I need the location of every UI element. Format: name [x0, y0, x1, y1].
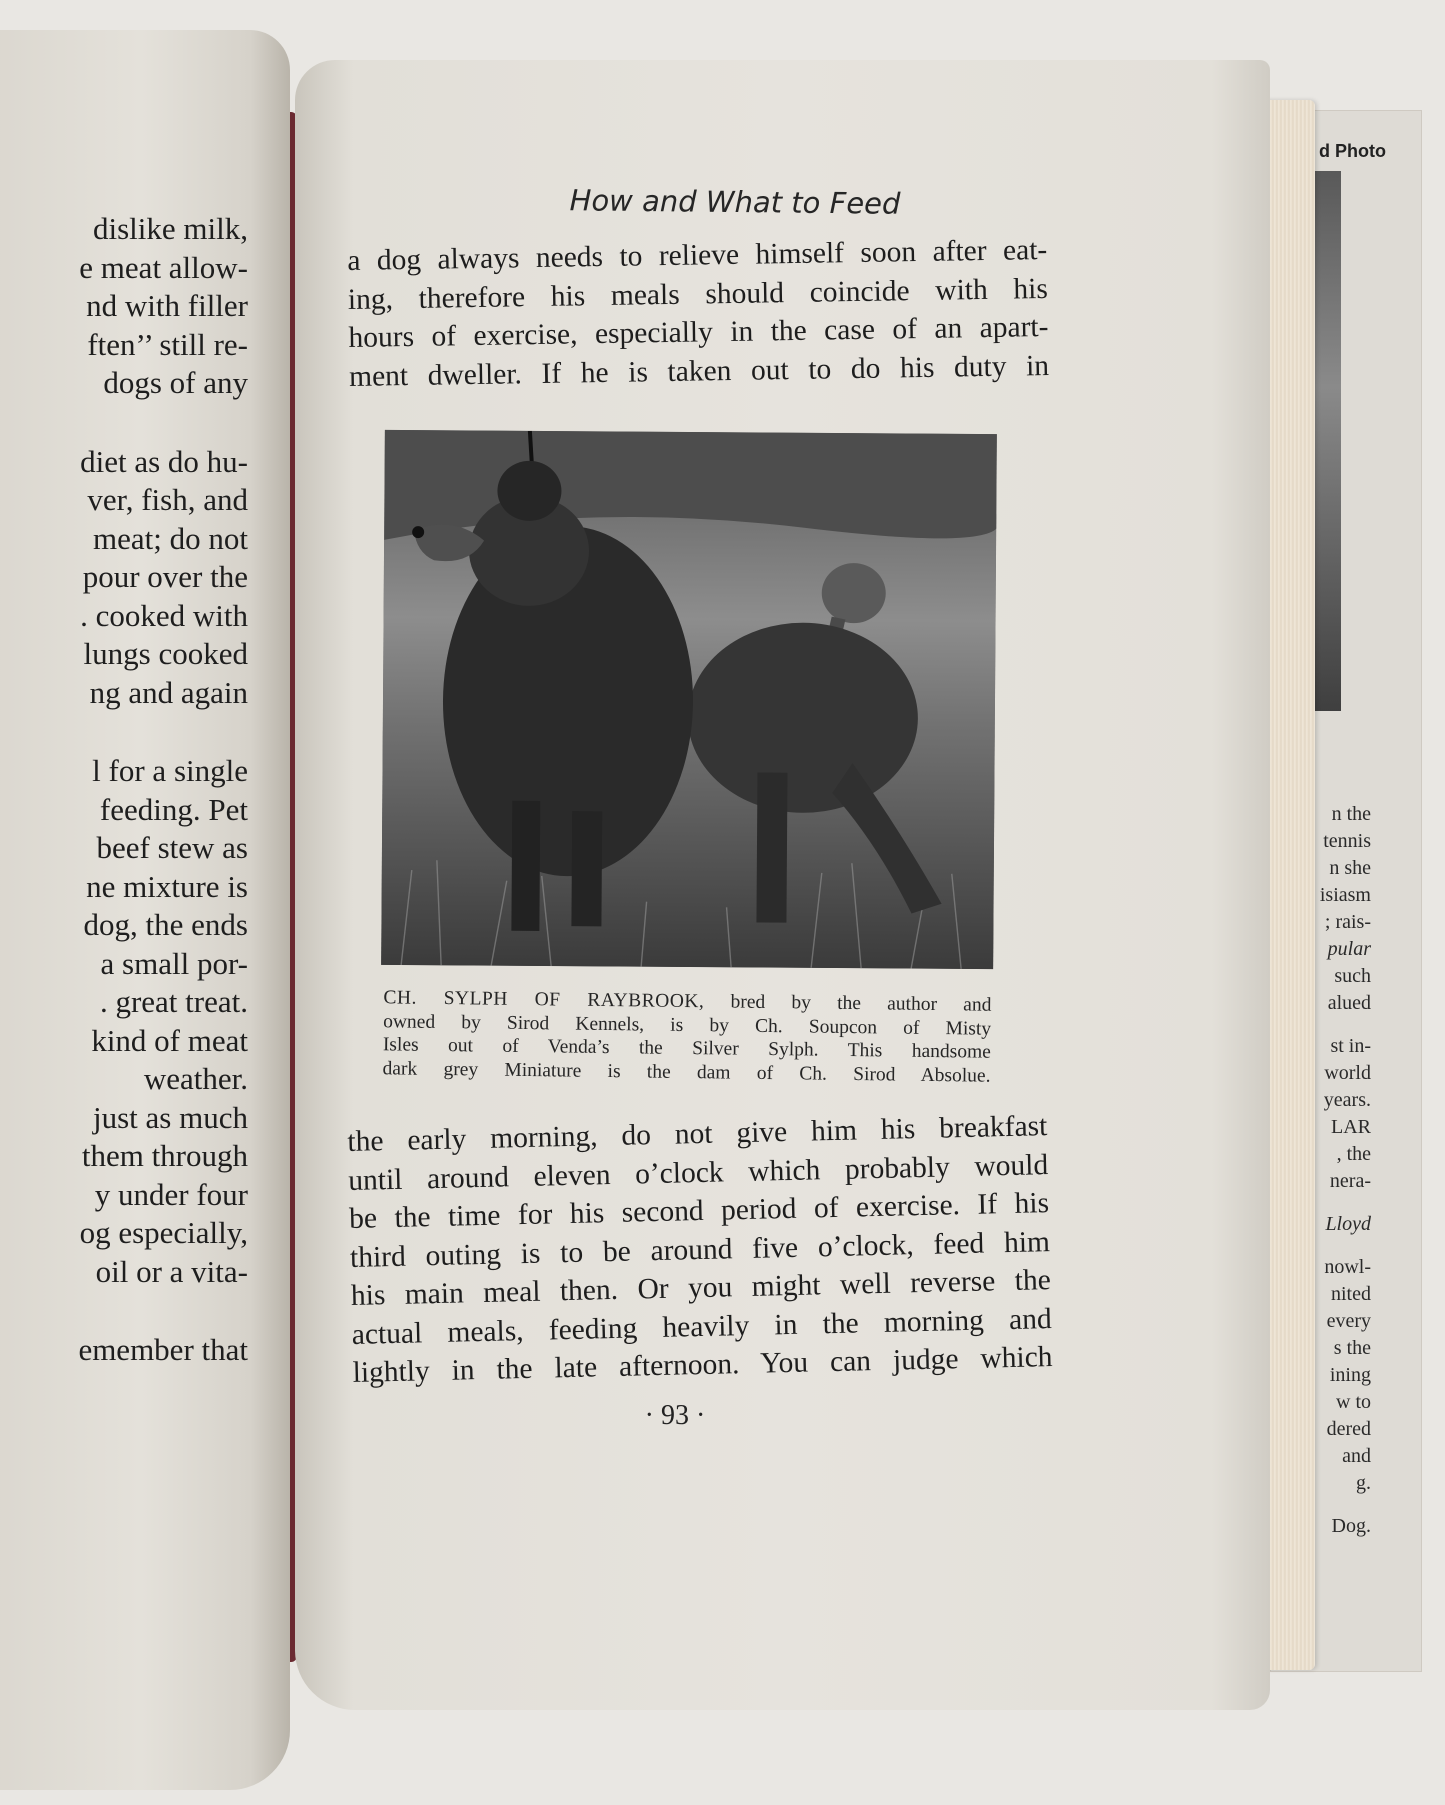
text-line: lungs cooked	[83, 636, 248, 671]
jacket-text-line: world	[1324, 1062, 1371, 1084]
text-line: oil or a vita-	[95, 1253, 248, 1289]
body-text-top	[347, 231, 1049, 396]
paragraph-gap	[0, 712, 248, 752]
photo-caption	[382, 986, 991, 1087]
jacket-text-line: pular	[1327, 938, 1371, 960]
text-line: weather.	[143, 1061, 248, 1096]
jacket-text-line: nited	[1331, 1283, 1371, 1305]
caption-lead: CH. SYLPH OF RAYBROOK,	[383, 987, 705, 1013]
jacket-text-line: tennis	[1323, 830, 1371, 852]
text-line: a dog always needs to relieve himself soon after eat-	[347, 234, 1048, 277]
left-page-text	[0, 210, 248, 1370]
paragraph-gap	[0, 1291, 248, 1331]
text-line: just as much	[93, 1099, 248, 1135]
jacket-text-line: nera-	[1329, 1170, 1371, 1192]
paragraph-gap	[0, 403, 248, 443]
text-line: third outing is to be around five o’clock, feed him	[349, 1225, 1051, 1274]
running-head: How and What to Feed	[569, 183, 901, 221]
text-line: ften’’ still re-	[87, 326, 248, 362]
jacket-text-line: Lloyd	[1325, 1213, 1371, 1235]
text-line: . cooked with	[80, 597, 248, 633]
text-line: lightly in the late afternoon. You can judge which	[352, 1341, 1053, 1389]
text-line: feeding. Pet	[99, 791, 248, 827]
text-line: a small por-	[100, 945, 248, 981]
caption-line-1: bred by the author and	[730, 991, 992, 1016]
jacket-photo-label: d Photo	[1319, 141, 1386, 161]
text-line: kind of meat	[91, 1022, 248, 1058]
poodle-photo-image	[381, 430, 997, 969]
jacket-text-line: years.	[1323, 1089, 1371, 1111]
text-line: actual meals, feeding heavily in the morning and	[351, 1302, 1052, 1351]
text-line: ment dweller. If he is taken out to do his duty in	[348, 349, 1050, 393]
jacket-text-line: ining	[1329, 1364, 1371, 1386]
text-line: meat; do not	[93, 520, 248, 556]
right-page	[295, 60, 1270, 1710]
text-line: nd with filler	[86, 288, 248, 323]
jacket-text-line: such	[1334, 965, 1371, 987]
text-line: pour over the	[82, 559, 248, 594]
text-line: be the time for his second period of exercise. If his	[348, 1187, 1050, 1235]
text-line: until around eleven o’clock which probably would	[347, 1148, 1049, 1197]
text-line: emember that	[78, 1332, 248, 1367]
text-line: hours of exercise, especially in the case of an apart-	[348, 310, 1049, 354]
jacket-text-line: , the	[1336, 1143, 1371, 1165]
text-line: y under four	[94, 1176, 248, 1212]
jacket-text-line: LAR	[1331, 1116, 1371, 1138]
jacket-text-line: alued	[1327, 992, 1371, 1014]
caption-line-2: owned by Sirod Kennels, is by Ch. Soupcon of Misty	[383, 1010, 992, 1040]
text-line: ng and again	[89, 674, 248, 710]
jacket-text-line: ; rais-	[1324, 911, 1371, 933]
jacket-text-line: and	[1342, 1445, 1371, 1467]
text-line: his main meal then. Or you might well reverse the	[350, 1264, 1052, 1312]
caption-line-3: Isles out of Venda’s the Silver Sylph. This handsome	[382, 1034, 991, 1063]
jacket-text-line: Dog.	[1331, 1515, 1371, 1537]
caption-line-4: dark grey Miniature is the dam of Ch. Sirod Absolue.	[382, 1057, 991, 1087]
jacket-text-line: w to	[1336, 1391, 1371, 1413]
text-line: diet as do hu-	[80, 443, 248, 479]
text-line: ne mixture is	[86, 868, 248, 904]
jacket-text-line: s the	[1333, 1337, 1371, 1359]
text-line: e meat allow-	[79, 249, 248, 285]
poodle-photo	[381, 430, 997, 969]
page-number: · 93 ·	[644, 1400, 706, 1431]
jacket-text-line: isiasm	[1319, 884, 1371, 906]
text-line: them through	[81, 1138, 248, 1173]
jacket-text-line: st in-	[1330, 1035, 1371, 1057]
text-line: ing, therefore his meals should coincide with his	[347, 272, 1049, 316]
jacket-text-line: n she	[1329, 857, 1371, 879]
text-line: l for a single	[92, 753, 248, 788]
text-line: dislike milk,	[93, 211, 248, 246]
jacket-text-line: n the	[1331, 803, 1371, 825]
left-page	[0, 30, 290, 1790]
jacket-text-line: dered	[1326, 1418, 1371, 1440]
jacket-text-line: every	[1326, 1310, 1371, 1332]
text-line: dog, the ends	[83, 907, 248, 942]
text-line: beef stew as	[96, 830, 248, 865]
body-text-bottom	[347, 1107, 1053, 1392]
text-line: og especially,	[79, 1215, 248, 1250]
jacket-text-line: g.	[1356, 1472, 1371, 1494]
jacket-text-line: nowl-	[1324, 1256, 1371, 1278]
text-line: dogs of any	[103, 365, 248, 400]
text-line: . great treat.	[99, 984, 248, 1019]
text-line: ver, fish, and	[87, 482, 248, 517]
text-line: the early morning, do not give him his breakfast	[347, 1110, 1048, 1158]
